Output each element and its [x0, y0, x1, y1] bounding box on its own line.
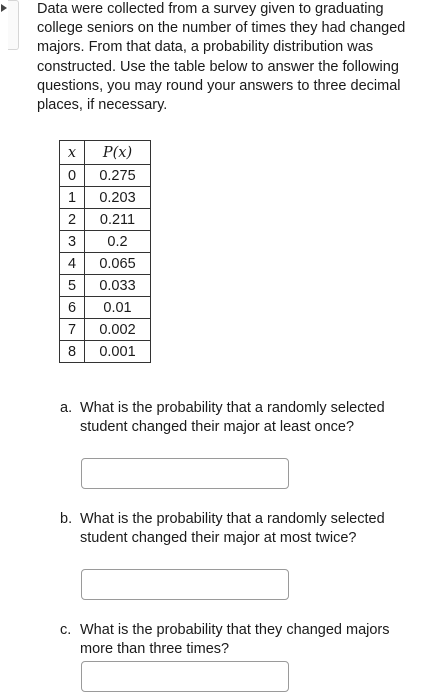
cell-px: 0.001 [85, 341, 151, 363]
table-header-row [60, 141, 151, 165]
left-rail [0, 0, 18, 52]
play-arrow-icon[interactable] [1, 4, 7, 12]
cell-px: 0.002 [85, 319, 151, 341]
table-row [60, 165, 151, 187]
cell-px: 0.033 [85, 275, 151, 297]
table-row [60, 341, 151, 363]
cell-px: 0.2 [85, 231, 151, 253]
table-row [60, 319, 151, 341]
side-tab[interactable] [8, 0, 19, 50]
cell-x: 8 [60, 341, 85, 363]
cell-x: 4 [60, 253, 85, 275]
answer-input-a[interactable] [81, 458, 289, 489]
question-b [60, 510, 410, 548]
cell-x: 5 [60, 275, 85, 297]
question-letter: b. [60, 511, 73, 527]
cell-x: 1 [60, 187, 85, 209]
table-row [60, 209, 151, 231]
table-row [60, 275, 151, 297]
cell-x: 0 [60, 165, 85, 187]
answer-input-b[interactable] [81, 569, 289, 600]
probability-table [59, 140, 151, 363]
table-row [60, 187, 151, 209]
cell-px: 0.01 [85, 297, 151, 319]
question-text: What is the probability that a randomly selected student changed their major at least once? [80, 400, 385, 435]
question-a [60, 399, 410, 437]
cell-px: 0.203 [85, 187, 151, 209]
problem-intro: Data were collected from a survey given to graduating college seniors on the number of times they had changed majors. From that data, a probability distribution was constructed. Use the table below to answer the following questions, you may round your answers to three decimal places, if necessary. [37, 1, 406, 114]
cell-x: 3 [60, 231, 85, 253]
cell-x: 7 [60, 319, 85, 341]
answer-input-c[interactable] [81, 661, 289, 692]
cell-px: 0.211 [85, 209, 151, 231]
table-row [60, 297, 151, 319]
cell-x: 2 [60, 209, 85, 231]
question-text: What is the probability that a randomly selected student changed their major at most twice? [80, 511, 385, 546]
header-px: P(x) [85, 141, 151, 165]
question-c [60, 621, 410, 659]
cell-x: 6 [60, 297, 85, 319]
table-row [60, 253, 151, 275]
question-letter: c. [60, 622, 72, 638]
question-letter: a. [60, 400, 73, 416]
cell-px: 0.275 [85, 165, 151, 187]
header-x: x [60, 141, 85, 165]
table-row [60, 231, 151, 253]
cell-px: 0.065 [85, 253, 151, 275]
question-text: What is the probability that they changed majors more than three times? [80, 622, 390, 657]
